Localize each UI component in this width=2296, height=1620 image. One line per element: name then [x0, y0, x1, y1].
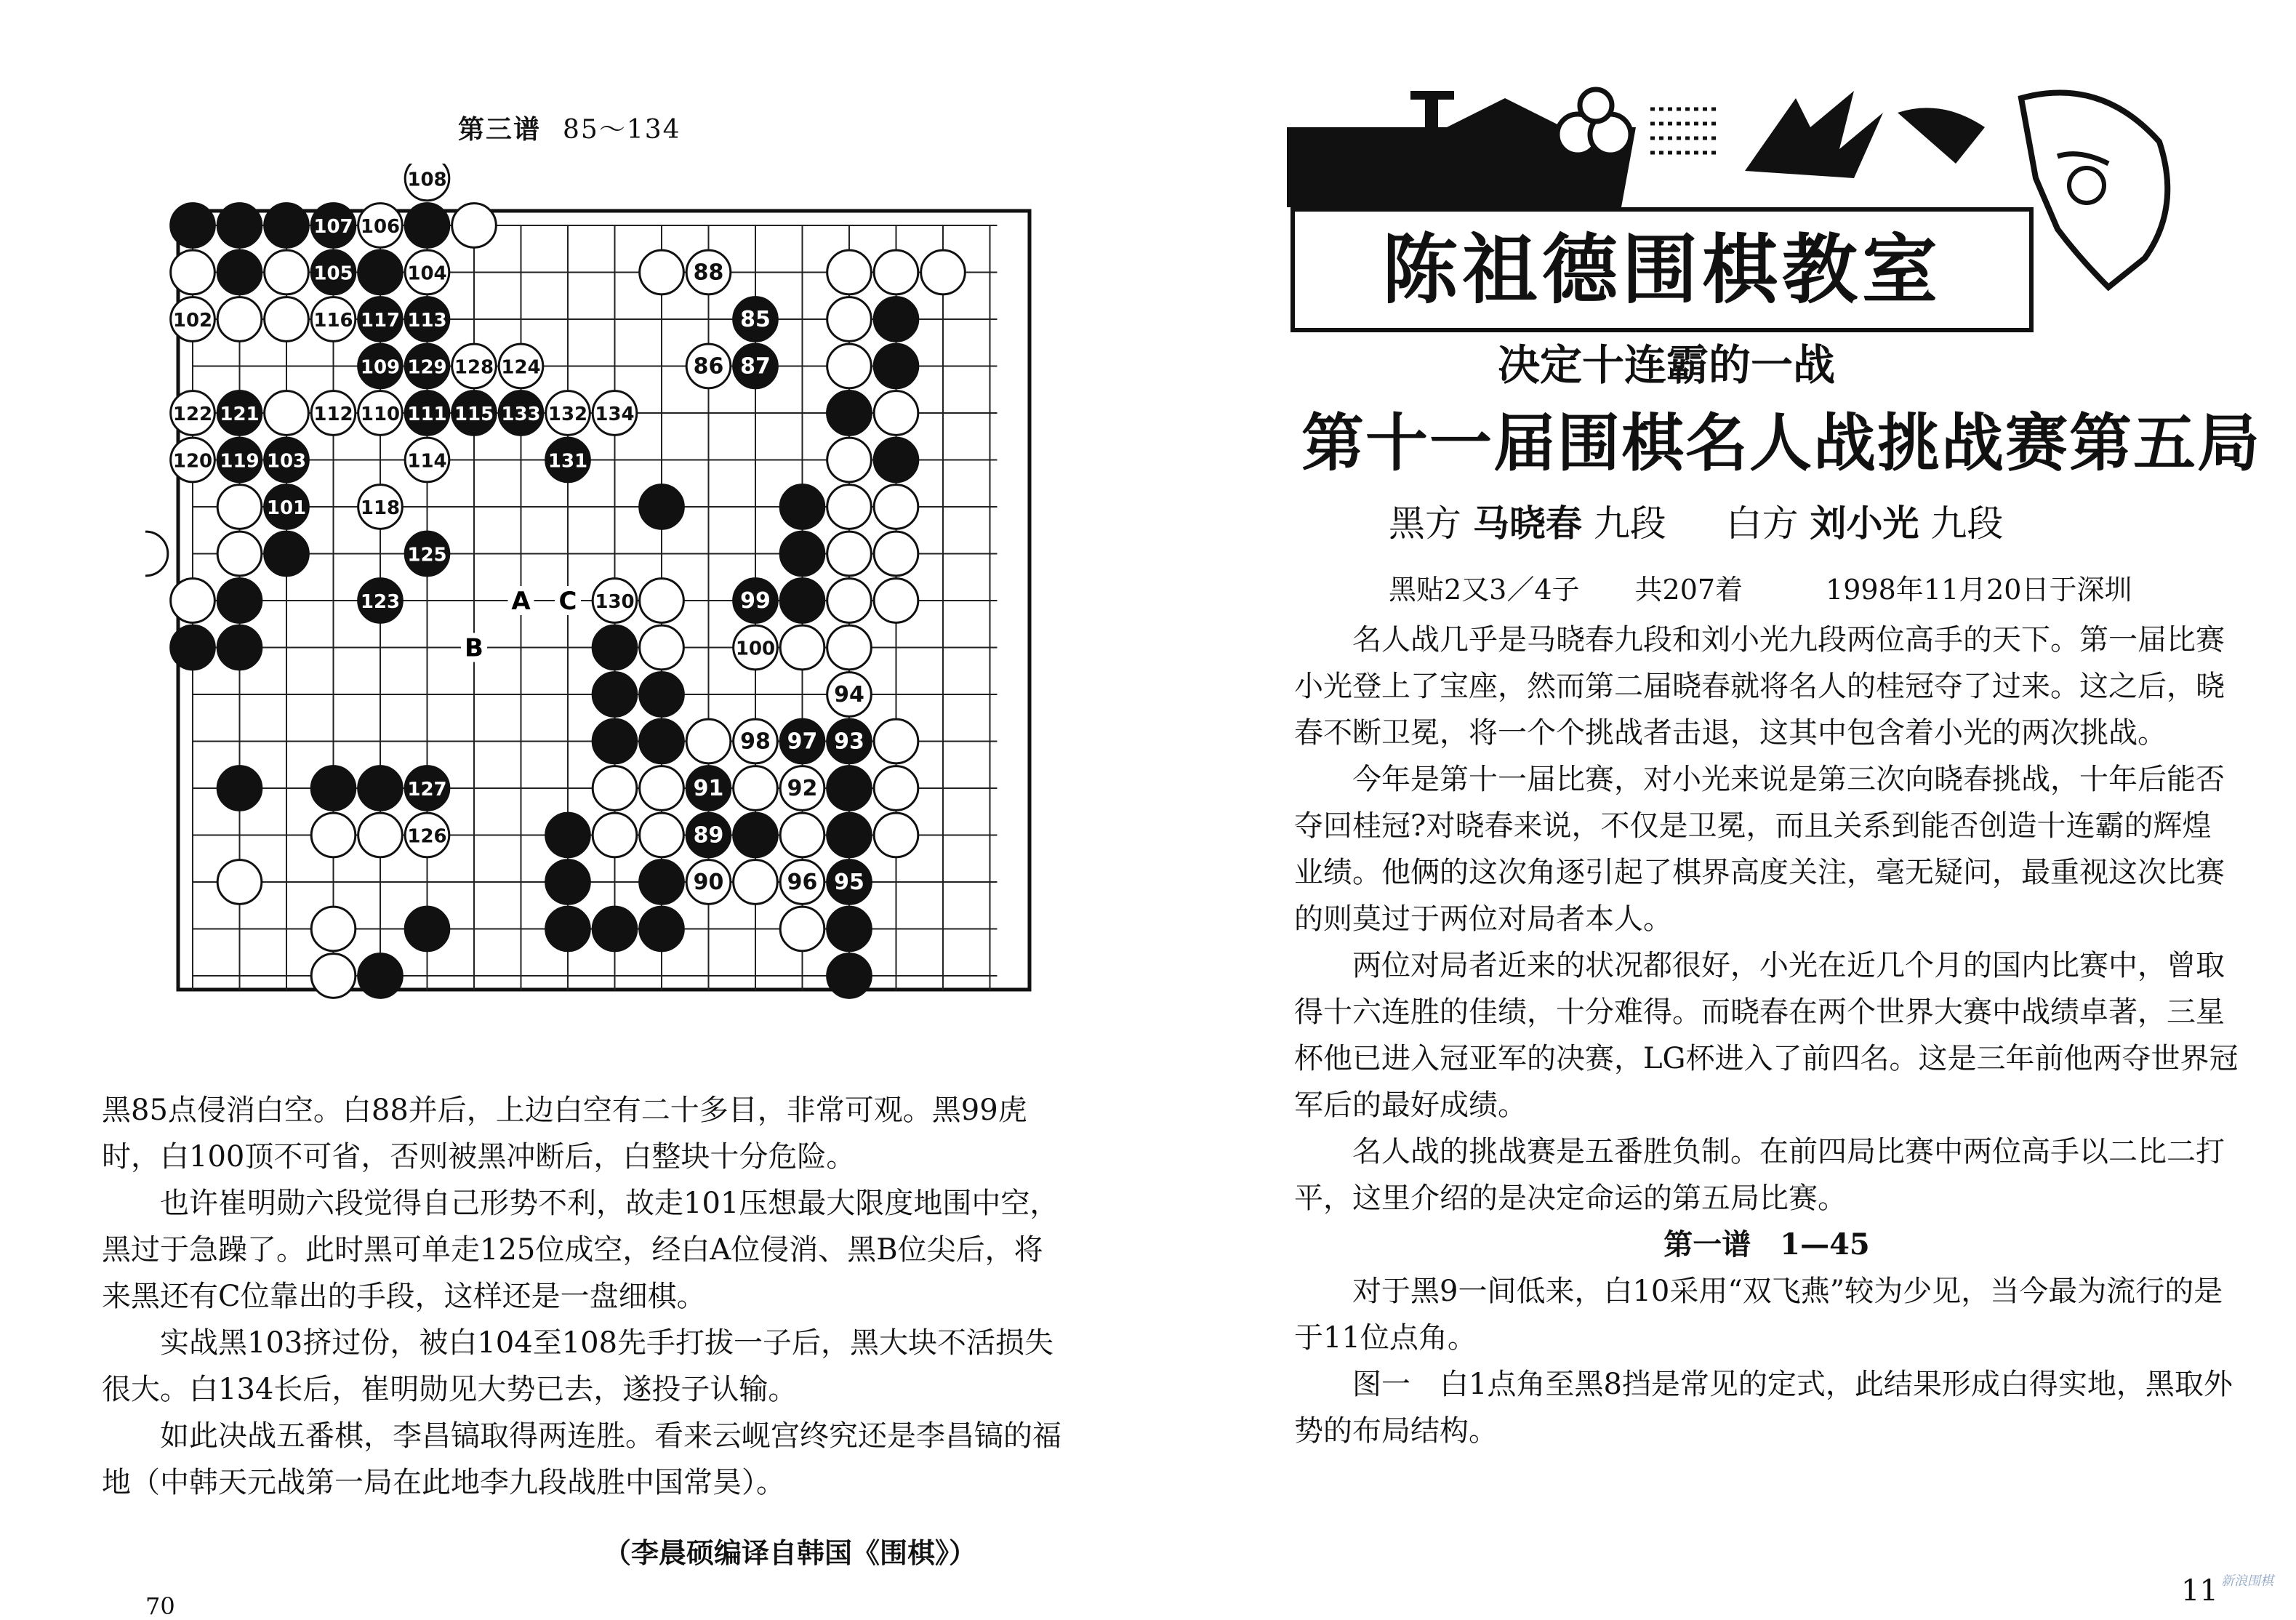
move-number: 102 [172, 310, 213, 332]
black-stone [405, 204, 449, 248]
move-number: 127 [407, 779, 447, 801]
move-number: 109 [360, 356, 401, 379]
subtitle: 决定十连霸的一战 [1498, 340, 1836, 390]
board-letter-A: A [511, 587, 531, 616]
black-stone [827, 813, 872, 857]
white-stone [734, 766, 778, 811]
right-paragraph-3: 两位对局者近来的状况都很好，小光在近几个月的国内比赛中，曾取得十六连胜的佳绩，十分难得。而晓春在两个世界大赛中战绩卓著，三星杯他已进入冠亚军的决赛，LG杯进入了前四名。这是三年前他两夺世界冠军后的最好成绩。 [1294, 949, 2239, 1122]
black-stone [780, 532, 824, 576]
move-number: 132 [547, 404, 588, 425]
left-page [0, 0, 1134, 1620]
move-number: 128 [454, 356, 494, 379]
white-player-name: 刘小光 [1810, 502, 1919, 545]
white-stone [640, 766, 684, 811]
diagram-range: 85～134 [563, 115, 681, 145]
black-stone [171, 625, 215, 670]
banner-title: 陈祖德围棋教室 [1291, 207, 2034, 332]
left-paragraph-1: 黑85点侵消白空。白88并后，上边白空有二十多目，非常可观。黑99虎时，白100顶不可省，否则被黑冲断后，白整块十分危险。 [102, 1094, 1027, 1174]
black-stone [827, 391, 872, 436]
white-stone [827, 438, 872, 482]
black-stone [358, 250, 403, 294]
white-stone [780, 813, 824, 857]
white-stone [217, 485, 262, 529]
white-stone [265, 391, 309, 436]
white-stone [217, 860, 262, 905]
white-stone [145, 532, 168, 576]
move-number: 108 [407, 169, 447, 191]
move-number: 120 [172, 450, 213, 473]
move-number: 134 [595, 404, 635, 425]
black-stone [734, 813, 778, 857]
white-stone [874, 813, 918, 857]
move-number: 110 [360, 404, 401, 425]
white-stone [874, 766, 918, 811]
black-stone [358, 766, 403, 811]
move-number: 115 [454, 404, 494, 425]
black-stone [311, 766, 356, 811]
white-stone [640, 625, 684, 670]
move-number: 89 [693, 822, 724, 849]
black-stone [780, 485, 824, 529]
game-info: 黑贴2又3／4子 共207着 1998年11月20日于深圳 [1389, 574, 2132, 606]
black-player-rank: 九段 [1593, 502, 1666, 545]
white-stone [780, 625, 824, 670]
move-number: 106 [360, 216, 401, 238]
white-stone [874, 579, 918, 623]
black-stone [827, 907, 872, 951]
black-stone [171, 204, 215, 248]
white-stone [452, 204, 497, 248]
move-number: 98 [740, 729, 771, 755]
right-paragraph-4: 名人战的挑战赛是五番胜负制。在前四局比赛中两位高手以二比二打平，这里介绍的是决定命运的第五局比赛。 [1294, 1135, 2225, 1215]
black-stone [593, 673, 637, 717]
move-number: 116 [313, 310, 353, 332]
credit-line: （李晨硕编译自韩国《围棋》） [603, 1537, 977, 1569]
move-number: 129 [407, 356, 447, 379]
move-number: 111 [407, 404, 447, 425]
board-letter-C: C [558, 587, 577, 616]
move-number: 93 [834, 729, 864, 755]
white-stone [827, 485, 872, 529]
left-commentary [102, 1087, 1061, 1506]
page-number-left: 70 [145, 1592, 175, 1620]
white-stone [921, 250, 966, 294]
move-number: 88 [693, 260, 724, 286]
black-stone [217, 579, 262, 623]
black-stone [640, 673, 684, 717]
section-heading: 第一谱 1—45 [1663, 1227, 1870, 1262]
move-number: 133 [501, 404, 541, 425]
move-number: 107 [313, 216, 353, 238]
watermark-logo: 新浪围棋 [2221, 1573, 2273, 1589]
black-stone [217, 766, 262, 811]
black-stone [874, 438, 918, 482]
move-number: 117 [360, 310, 401, 332]
black-stone [827, 766, 872, 811]
black-stone [358, 954, 403, 998]
move-number: 130 [595, 591, 635, 613]
white-stone [593, 766, 637, 811]
white-stone [265, 297, 309, 342]
black-stone [546, 860, 590, 905]
move-number: 85 [740, 307, 771, 332]
move-number: 104 [407, 262, 447, 285]
move-number: 99 [740, 588, 771, 614]
move-number: 92 [787, 776, 818, 801]
white-stone [358, 813, 403, 857]
move-number: 100 [735, 638, 776, 660]
page-number-right: 11 [2181, 1574, 2218, 1608]
move-number: 118 [360, 497, 401, 519]
move-number: 101 [266, 497, 307, 519]
white-stone [311, 907, 356, 951]
right-paragraph-6: 图一 白1点角至黑8挡是常见的定式，此结果形成白得实地，黑取外势的布局结构。 [1294, 1368, 2233, 1448]
white-stone [311, 813, 356, 857]
white-stone [311, 954, 356, 998]
move-number: 123 [360, 591, 401, 613]
white-stone [686, 719, 731, 763]
black-stone [217, 204, 262, 248]
move-number: 131 [547, 450, 588, 473]
black-player-name: 马晓春 [1472, 502, 1582, 545]
right-paragraph-1: 名人战几乎是马晓春九段和刘小光九段两位高手的天下。第一届比赛小光登上了宝座，然而第二届晓春就将名人的桂冠夺了过来。这之后，晓春不断卫冕，将一个个挑战者击退，这其中包含着小光的两次挑战。 [1294, 623, 2225, 750]
white-stone [217, 297, 262, 342]
black-side-label: 黑方 [1389, 502, 1461, 545]
move-number: 122 [172, 404, 213, 425]
move-number: 90 [693, 870, 724, 895]
black-stone [640, 485, 684, 529]
move-number: 126 [407, 825, 447, 848]
board-letter-B: B [465, 633, 483, 663]
white-side-label: 白方 [1725, 502, 1799, 545]
white-stone [734, 860, 778, 905]
black-stone [640, 907, 684, 951]
diagram-title-label: 第三谱 [458, 114, 542, 145]
white-stone [217, 532, 262, 576]
white-stone [874, 485, 918, 529]
right-page [1149, 0, 2296, 1613]
white-stone [640, 813, 684, 857]
move-number: 103 [266, 450, 307, 473]
white-stone [827, 297, 872, 342]
move-number: 112 [313, 404, 353, 425]
diagram-title [458, 109, 681, 146]
move-number: 114 [407, 450, 447, 473]
right-paragraph-2: 今年是第十一届比赛，对小光来说是第三次向晓春挑战，十年后能否夺回桂冠?对晓春来说，不仅是卫冕，而且关系到能否创造十连霸的辉煌业绩。他俩的这次角逐引起了棋界高度关注，毫无疑问，最重视这次比赛的则莫过于两位对局者本人。 [1294, 763, 2225, 936]
white-stone [827, 625, 872, 670]
black-stone [546, 907, 590, 951]
black-stone [593, 625, 637, 670]
white-stone [827, 579, 872, 623]
main-title: 第十一届围棋名人战挑战赛第五局 [1301, 407, 2261, 480]
black-stone [405, 907, 449, 951]
right-article [1294, 617, 2239, 1454]
move-number: 96 [787, 870, 818, 895]
move-number: 97 [787, 729, 818, 755]
black-stone [265, 532, 309, 576]
white-stone [874, 250, 918, 294]
move-number: 124 [501, 356, 541, 379]
move-number: 113 [407, 310, 447, 332]
white-stone [827, 250, 872, 294]
black-stone [780, 579, 824, 623]
white-stone [265, 250, 309, 294]
white-stone [827, 532, 872, 576]
left-paragraph-3: 实战黑103挤过份，被白104至108先手打拔一子后，黑大块不活损失很大。白134长后，崔明勋见大势已去，遂投子认输。 [102, 1326, 1054, 1406]
black-stone [217, 625, 262, 670]
left-paragraph-2: 也许崔明勋六段觉得自己形势不利，故走101压想最大限度地围中空，黑过于急躁了。此时黑可单走125位成空，经白A位侵消、黑B位尖后，将来黑还有C位靠出的手段，这样还是一盘细棋。 [102, 1187, 1059, 1313]
move-number: 119 [220, 450, 260, 473]
white-stone [874, 532, 918, 576]
board-stones [145, 164, 965, 998]
black-stone [874, 344, 918, 388]
black-stone [546, 813, 590, 857]
white-stone [640, 250, 684, 294]
black-stone [874, 297, 918, 342]
move-number: 95 [834, 870, 864, 895]
move-number: 121 [220, 404, 260, 425]
black-stone [640, 719, 684, 763]
black-stone [217, 250, 262, 294]
move-number: 105 [313, 262, 353, 285]
move-number: 87 [740, 353, 771, 380]
white-stone [593, 813, 637, 857]
black-stone [593, 719, 637, 763]
go-board-diagram [145, 164, 1091, 1109]
move-number: 125 [407, 544, 447, 566]
white-stone [640, 579, 684, 623]
left-paragraph-4: 如此决战五番棋，李昌镐取得两连胜。看来云岘宫终究还是李昌镐的福地（中韩天元战第一局在此地李九段战胜中国常昊）。 [102, 1419, 1061, 1499]
black-stone [640, 860, 684, 905]
white-stone [780, 907, 824, 951]
white-stone [874, 719, 918, 763]
black-stone [827, 954, 872, 998]
white-stone [874, 391, 918, 436]
right-paragraph-5: 对于黑9一间低来，白10采用“双飞燕”较为少见，当今最为流行的是于11位点角。 [1294, 1275, 2223, 1355]
white-stone [827, 344, 872, 388]
black-stone [265, 204, 309, 248]
move-number: 91 [693, 776, 724, 801]
players-line [1389, 494, 2003, 547]
move-number: 86 [693, 353, 724, 380]
move-number: 94 [834, 682, 864, 707]
white-stone [171, 579, 215, 623]
black-stone [593, 907, 637, 951]
white-stone [171, 250, 215, 294]
white-player-rank: 九段 [1930, 502, 2004, 545]
